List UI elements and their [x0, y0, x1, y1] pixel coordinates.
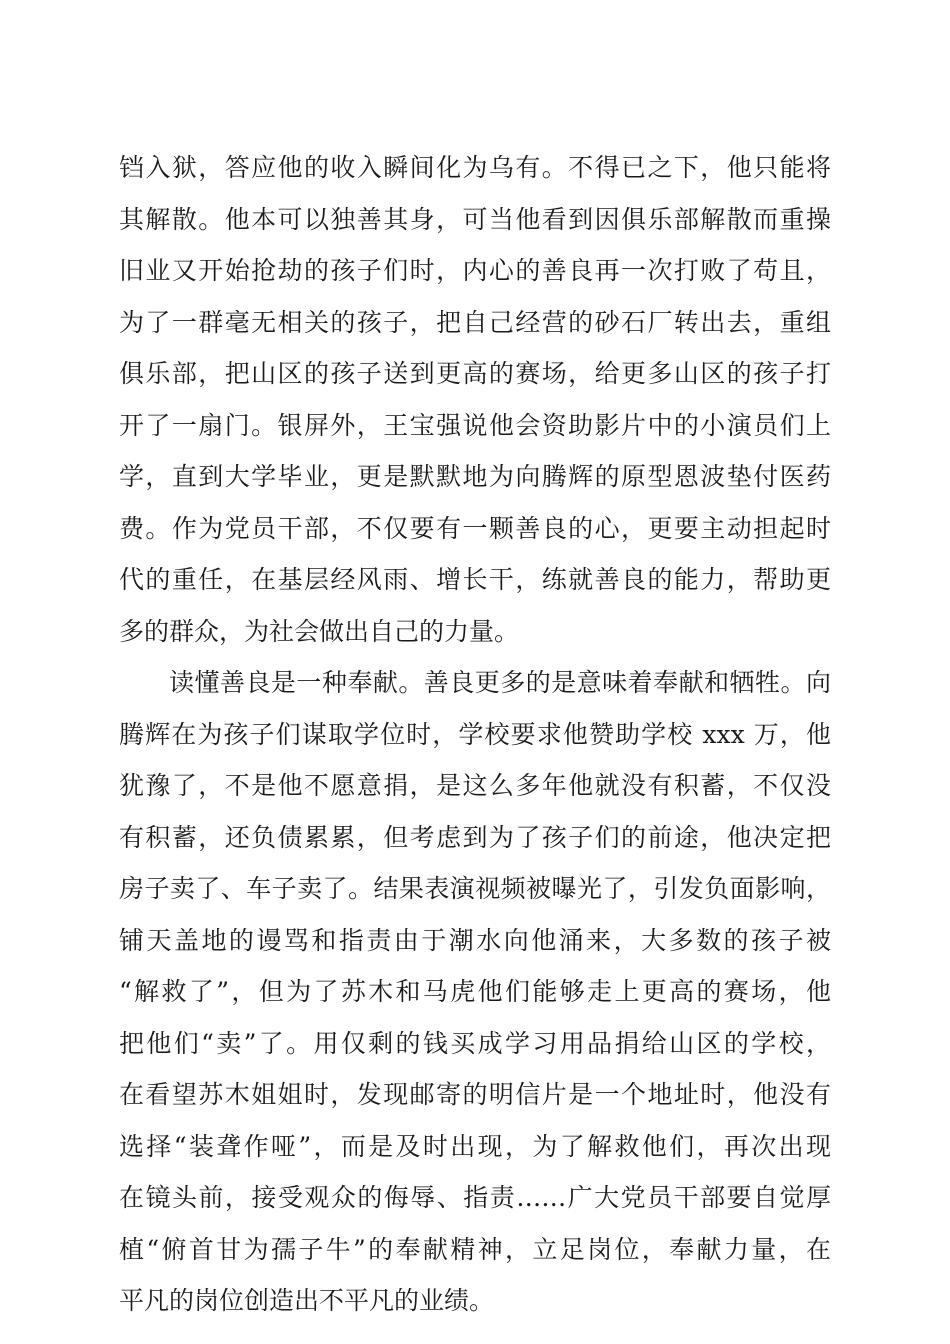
text-line: 植“俯首甘为孺子牛”的奉献精神，立足岗位，奉献力量，在: [119, 1234, 831, 1264]
text-line: 腾辉在为孩子们谋取学位时，学校要求他赞助学校 xxx 万，他: [119, 719, 831, 749]
text-line: 铛入狱，答应他的收入瞬间化为乌有。不得已之下，他只能将: [119, 153, 831, 182]
text-line: 选择“装聋作哑”，而是及时出现，为了解救他们，再次出现: [119, 1131, 831, 1161]
text-line: 在镜头前，接受观众的侮辱、指责……广大党员干部要自觉厚: [119, 1183, 831, 1212]
body-text: [119, 142, 831, 1327]
text-line: 把他们“卖”了。用仅剩的钱买成学习用品捐给山区的学校，: [119, 1028, 831, 1058]
text-line: 俱乐部，把山区的孩子送到更高的赛场，给更多山区的孩子打: [119, 359, 831, 388]
paragraph-1: [119, 142, 831, 657]
text-line: 代的重任，在基层经风雨、增长干，练就善良的能力，帮助更: [119, 565, 831, 594]
text-line: 开了一扇门。银屏外，王宝强说他会资助影片中的小演员们上: [119, 410, 831, 440]
text-line: 在看望苏木姐姐时，发现邮寄的明信片是一个地址时，他没有: [119, 1080, 831, 1109]
text-line: 房子卖了、车子卖了。结果表演视频被曝光了，引发负面影响，: [119, 874, 831, 903]
text-line: “解救了”，但为了苏木和马虎他们能够走上更高的赛场，他: [119, 977, 831, 1006]
paragraph-2: [119, 657, 831, 1327]
text-line: 其解散。他本可以独善其身，可当他看到因俱乐部解散而重操: [119, 204, 831, 234]
text-line: 平凡的岗位创造出不平凡的业绩。: [119, 1286, 495, 1315]
text-line: 铺天盖地的谩骂和指责由于潮水向他涌来，大多数的孩子被: [119, 925, 831, 955]
text-line: 多的群众，为社会做出自己的力量。: [119, 616, 520, 646]
text-line: 有积蓄，还负债累累，但考虑到为了孩子们的前途，他决定把: [119, 822, 831, 852]
text-line: 犹豫了，不是他不愿意捐，是这么多年他就没有积蓄，不仅没: [119, 771, 831, 800]
text-line: 旧业又开始抢劫的孩子们时，内心的善良再一次打败了苟且，: [119, 256, 831, 285]
text-line: 读懂善良是一种奉献。善良更多的是意味着奉献和牺牲。向: [169, 668, 831, 697]
text-line: 学，直到大学毕业，更是默默地为向腾辉的原型恩波垫付医药: [119, 462, 831, 491]
text-line: 费。作为党员干部，不仅要有一颗善良的心，更要主动担起时: [119, 513, 831, 543]
text-line: 为了一群毫无相关的孩子，把自己经营的砂石厂转出去，重组: [119, 307, 831, 337]
